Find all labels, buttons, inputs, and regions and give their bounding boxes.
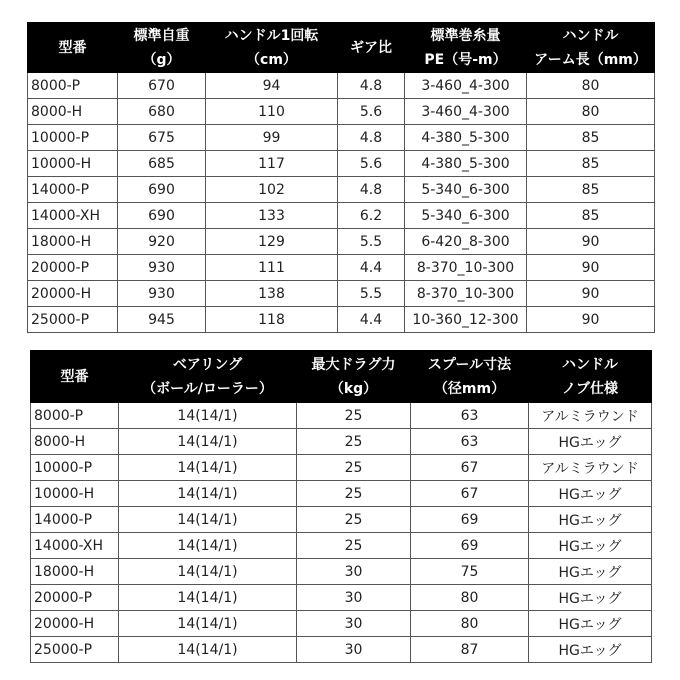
knob-type-cell: HGエッグ: [529, 481, 652, 507]
model-cell: 10000-H: [31, 481, 119, 507]
line-capacity-cell: 5-340_6-300: [405, 203, 527, 229]
knob-type-cell: アルミラウンド: [529, 403, 652, 429]
table-row: [31, 637, 652, 663]
line-capacity-cell: 3-460_4-300: [405, 99, 527, 125]
model-cell: 20000-P: [31, 585, 119, 611]
table-header-row: [31, 351, 652, 403]
model-cell: 10000-P: [28, 125, 118, 151]
model-cell: 14000-XH: [28, 203, 118, 229]
bearings-cell: 14(14/1): [119, 585, 297, 611]
model-cell: 20000-H: [28, 281, 118, 307]
handle-turn-cell: 133: [206, 203, 338, 229]
handle-turn-cell: 117: [206, 151, 338, 177]
weight-cell: 680: [118, 99, 206, 125]
gear-ratio-cell: 4.8: [338, 125, 405, 151]
weight-cell: 690: [118, 177, 206, 203]
arm-length-cell: 90: [527, 307, 655, 333]
weight-cell: 675: [118, 125, 206, 151]
model-cell: 14000-XH: [31, 533, 119, 559]
line-capacity-cell: 4-380_5-300: [405, 125, 527, 151]
gear-ratio-cell: 5.6: [338, 151, 405, 177]
max-drag-cell: 30: [297, 585, 411, 611]
column-header-line-capacity: 標準巻糸量 PE（号-m）: [405, 23, 527, 73]
weight-cell: 930: [118, 255, 206, 281]
gear-ratio-cell: 4.4: [338, 307, 405, 333]
model-cell: 8000-H: [28, 99, 118, 125]
column-header-bearings: ベアリング （ボール/ローラー）: [119, 351, 297, 403]
table-row: [28, 307, 655, 333]
table-row: [31, 611, 652, 637]
weight-cell: 670: [118, 73, 206, 99]
bearings-cell: 14(14/1): [119, 533, 297, 559]
spool-size-cell: 87: [411, 637, 529, 663]
knob-type-cell: HGエッグ: [529, 559, 652, 585]
gear-ratio-cell: 4.8: [338, 177, 405, 203]
line-capacity-cell: 6-420_8-300: [405, 229, 527, 255]
table-row: [31, 559, 652, 585]
max-drag-cell: 25: [297, 507, 411, 533]
column-header-spool-size: スプール寸法 （径mm）: [411, 351, 529, 403]
model-cell: 8000-P: [28, 73, 118, 99]
max-drag-cell: 30: [297, 611, 411, 637]
handle-turn-cell: 94: [206, 73, 338, 99]
table-header-row: [28, 23, 655, 73]
arm-length-cell: 85: [527, 203, 655, 229]
bearings-cell: 14(14/1): [119, 611, 297, 637]
bearings-cell: 14(14/1): [119, 481, 297, 507]
spool-size-cell: 69: [411, 507, 529, 533]
table-row: [31, 585, 652, 611]
table-row: [31, 507, 652, 533]
line-capacity-cell: 8-370_10-300: [405, 255, 527, 281]
model-cell: 14000-P: [31, 507, 119, 533]
table-row: [31, 481, 652, 507]
arm-length-cell: 90: [527, 255, 655, 281]
knob-type-cell: HGエッグ: [529, 585, 652, 611]
arm-length-cell: 80: [527, 73, 655, 99]
bearings-cell: 14(14/1): [119, 637, 297, 663]
handle-turn-cell: 99: [206, 125, 338, 151]
model-cell: 14000-P: [28, 177, 118, 203]
column-header-handle-turn: ハンドル1回転 （cm）: [206, 23, 338, 73]
model-cell: 10000-P: [31, 455, 119, 481]
column-header-max-drag: 最大ドラグ力 （kg）: [297, 351, 411, 403]
knob-type-cell: HGエッグ: [529, 611, 652, 637]
table-row: [28, 203, 655, 229]
handle-turn-cell: 138: [206, 281, 338, 307]
max-drag-cell: 25: [297, 429, 411, 455]
handle-turn-cell: 102: [206, 177, 338, 203]
handle-turn-cell: 129: [206, 229, 338, 255]
gear-ratio-cell: 6.2: [338, 203, 405, 229]
bearings-cell: 14(14/1): [119, 429, 297, 455]
spool-size-cell: 80: [411, 611, 529, 637]
gear-ratio-cell: 4.4: [338, 255, 405, 281]
knob-type-cell: アルミラウンド: [529, 455, 652, 481]
max-drag-cell: 25: [297, 533, 411, 559]
arm-length-cell: 90: [527, 281, 655, 307]
model-cell: 18000-H: [28, 229, 118, 255]
column-header-knob-type: ハンドル ノブ仕様: [529, 351, 652, 403]
model-cell: 20000-H: [31, 611, 119, 637]
max-drag-cell: 25: [297, 455, 411, 481]
gear-ratio-cell: 5.5: [338, 229, 405, 255]
line-capacity-cell: 4-380_5-300: [405, 151, 527, 177]
bearings-cell: 14(14/1): [119, 403, 297, 429]
weight-cell: 930: [118, 281, 206, 307]
spool-size-cell: 67: [411, 455, 529, 481]
weight-cell: 685: [118, 151, 206, 177]
table-row: [28, 73, 655, 99]
max-drag-cell: 30: [297, 637, 411, 663]
column-header-arm-length: ハンドル アーム長（mm）: [527, 23, 655, 73]
gear-ratio-cell: 4.8: [338, 73, 405, 99]
table-row: [28, 99, 655, 125]
model-cell: 10000-H: [28, 151, 118, 177]
table-row: [31, 403, 652, 429]
line-capacity-cell: 10-360_12-300: [405, 307, 527, 333]
table-row: [31, 533, 652, 559]
arm-length-cell: 80: [527, 99, 655, 125]
column-header-model: 型番: [28, 23, 118, 73]
bearings-cell: 14(14/1): [119, 455, 297, 481]
bearings-cell: 14(14/1): [119, 559, 297, 585]
max-drag-cell: 25: [297, 403, 411, 429]
arm-length-cell: 85: [527, 151, 655, 177]
table-row: [28, 125, 655, 151]
weight-cell: 920: [118, 229, 206, 255]
spool-size-cell: 67: [411, 481, 529, 507]
weight-cell: 690: [118, 203, 206, 229]
handle-turn-cell: 118: [206, 307, 338, 333]
handle-turn-cell: 110: [206, 99, 338, 125]
knob-type-cell: HGエッグ: [529, 507, 652, 533]
column-header-weight: 標準自重 （g）: [118, 23, 206, 73]
model-cell: 8000-P: [31, 403, 119, 429]
max-drag-cell: 30: [297, 559, 411, 585]
model-cell: 25000-P: [28, 307, 118, 333]
spool-size-cell: 63: [411, 403, 529, 429]
knob-type-cell: HGエッグ: [529, 533, 652, 559]
parts-table-body: [31, 403, 652, 663]
parts-table: [30, 350, 652, 663]
column-header-gear-ratio: ギア比: [338, 23, 405, 73]
arm-length-cell: 90: [527, 229, 655, 255]
table-row: [28, 281, 655, 307]
spec-table-body: [28, 73, 655, 333]
table-row: [28, 229, 655, 255]
model-cell: 20000-P: [28, 255, 118, 281]
column-header-model: 型番: [31, 351, 119, 403]
knob-type-cell: HGエッグ: [529, 429, 652, 455]
max-drag-cell: 25: [297, 481, 411, 507]
line-capacity-cell: 5-340_6-300: [405, 177, 527, 203]
line-capacity-cell: 3-460_4-300: [405, 73, 527, 99]
table-row: [31, 455, 652, 481]
bearings-cell: 14(14/1): [119, 507, 297, 533]
table-row: [31, 429, 652, 455]
gear-ratio-cell: 5.6: [338, 99, 405, 125]
weight-cell: 945: [118, 307, 206, 333]
table-row: [28, 151, 655, 177]
spec-table: [27, 22, 655, 333]
handle-turn-cell: 111: [206, 255, 338, 281]
model-cell: 8000-H: [31, 429, 119, 455]
line-capacity-cell: 8-370_10-300: [405, 281, 527, 307]
knob-type-cell: HGエッグ: [529, 637, 652, 663]
spool-size-cell: 69: [411, 533, 529, 559]
table-row: [28, 255, 655, 281]
arm-length-cell: 85: [527, 177, 655, 203]
gear-ratio-cell: 5.5: [338, 281, 405, 307]
model-cell: 18000-H: [31, 559, 119, 585]
model-cell: 25000-P: [31, 637, 119, 663]
arm-length-cell: 85: [527, 125, 655, 151]
spool-size-cell: 63: [411, 429, 529, 455]
table-row: [28, 177, 655, 203]
spool-size-cell: 80: [411, 585, 529, 611]
spool-size-cell: 75: [411, 559, 529, 585]
